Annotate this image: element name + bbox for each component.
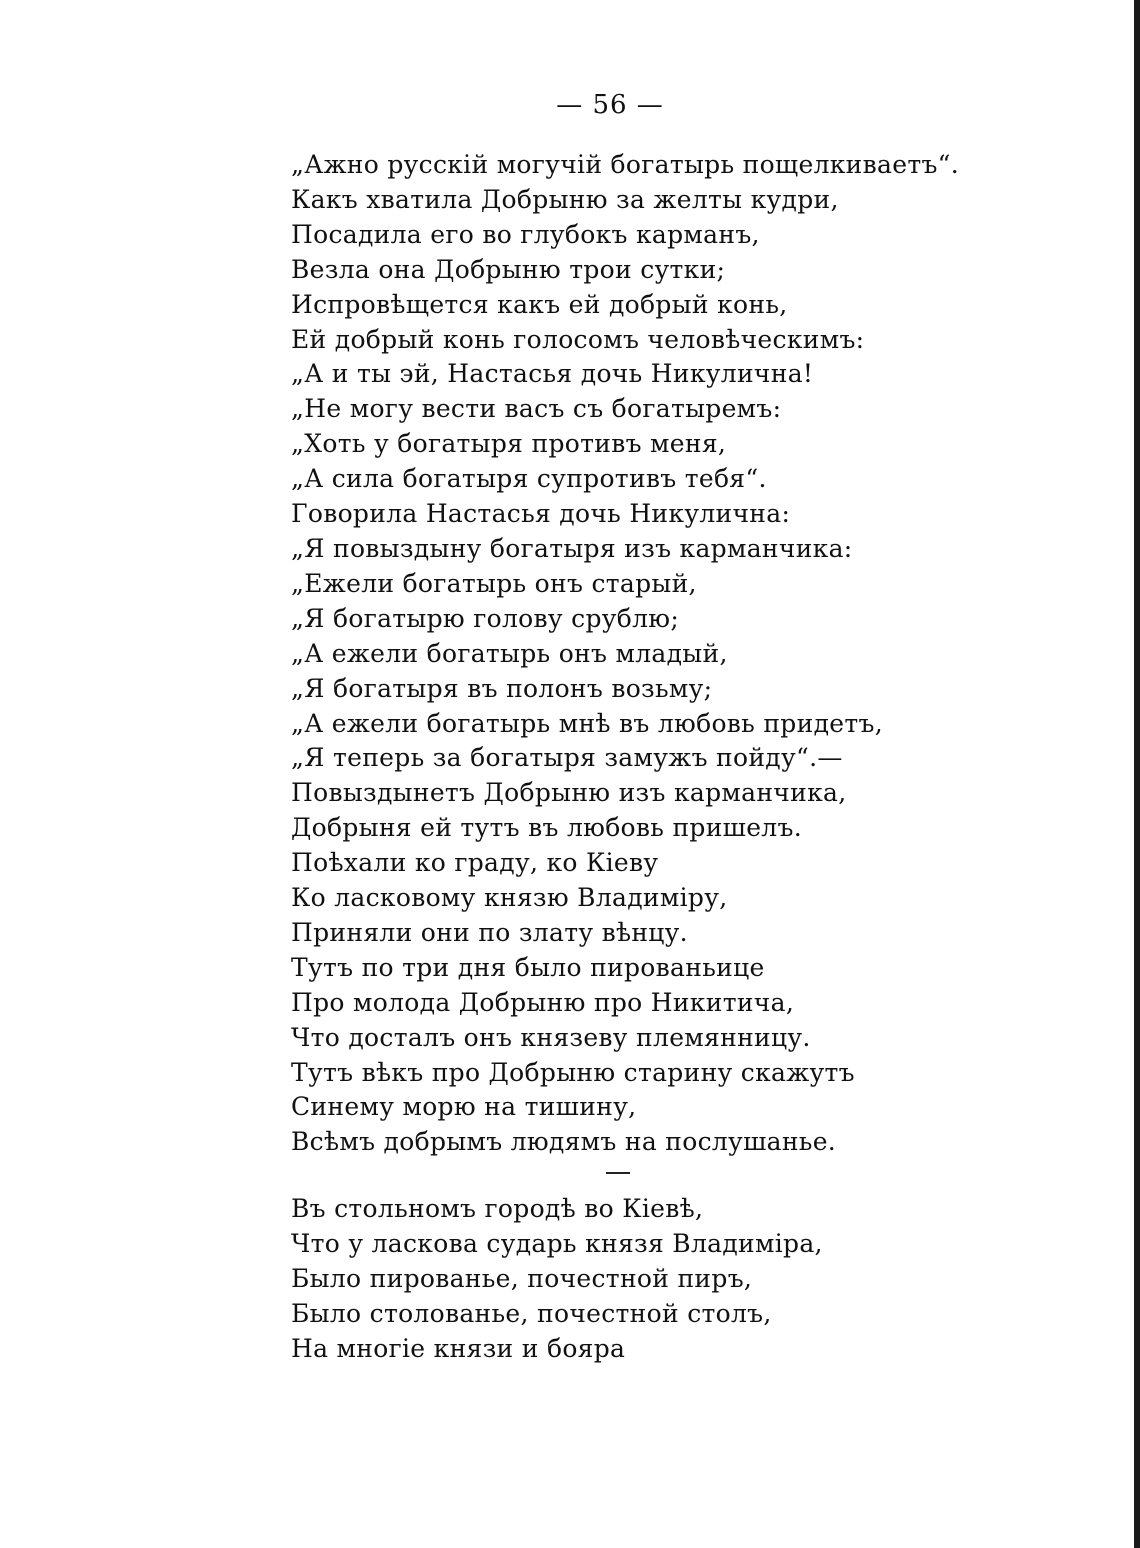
verse-line: Испровѣщется какъ ей добрый конь, (291, 289, 788, 319)
verse-line: „Я теперь за богатыря замужъ пойду“.— (291, 743, 843, 773)
verse-line: Тутъ вѣкъ про Добрыню старину скажутъ (291, 1057, 855, 1087)
verse-line: „А ежели богатырь мнѣ въ любовь придетъ, (291, 708, 883, 738)
page-number: — 56 — (556, 90, 664, 120)
verse-line: Что досталъ онъ князеву племянницу. (291, 1022, 811, 1052)
verse-line: Говорила Настасья дочь Никулична: (291, 499, 791, 529)
verse-line: Ей добрый конь голосомъ человѣческимъ: (291, 324, 865, 354)
verse-line: „Я богатыря въ полонъ возьму; (291, 673, 713, 703)
section-divider (606, 1172, 630, 1174)
verse-line: Посадила его во глубокъ карманъ, (291, 219, 760, 249)
verse-line: „Я богатырю голову срублю; (291, 603, 680, 633)
verse-line: „Ежели богатырь онъ старый, (291, 568, 697, 598)
verse-line: „А сила богатыря супротивъ тебя“. (291, 464, 767, 494)
verse-line: „Не могу вести васъ съ богатыремъ: (291, 394, 782, 424)
page-edge-shadow (1134, 0, 1140, 1548)
verse-line: Было пированье, почестной пиръ, (291, 1263, 753, 1293)
verse-line: Въ стольномъ городѣ во Кіевѣ, (291, 1194, 704, 1223)
verse-stanza-1 (291, 148, 959, 1160)
verse-stanza-2 (291, 1192, 823, 1367)
verse-line: Какъ хватила Добрыню за желты кудри, (291, 184, 839, 214)
verse-line: „Ажно русскій могучій богатырь пощелкиваетъ“. (291, 150, 959, 179)
verse-line: Повыздынетъ Добрыню изъ карманчика, (291, 778, 847, 808)
verse-line: „Я повыздыну богатыря изъ карманчика: (291, 533, 853, 563)
verse-line: Поѣхали ко граду, ко Кіеву (291, 848, 659, 878)
verse-line: Что у ласкова сударь князя Владиміра, (291, 1228, 823, 1258)
verse-line: „Хоть у богатыря противъ меня, (291, 429, 727, 459)
verse-line: Везла она Добрыню трои сутки; (291, 254, 726, 284)
verse-line: Про молода Добрыню про Никитича, (291, 987, 795, 1017)
verse-line: На многіе князи и бояра (291, 1333, 626, 1363)
verse-line: Тутъ по три дня было пированьице (291, 952, 765, 982)
verse-line: Было столованье, почестной столъ, (291, 1298, 772, 1328)
verse-line: Приняли они по злату вѣнцу. (291, 917, 688, 947)
verse-line: Синему морю на тишину, (291, 1092, 637, 1122)
verse-line: Добрыня ей тутъ въ любовь пришелъ. (291, 813, 802, 843)
verse-line: „А ежели богатырь онъ младый, (291, 638, 728, 668)
verse-line: „А и ты эй, Настасья дочь Никулична! (291, 359, 814, 389)
verse-line: Всѣмъ добрымъ людямъ на послушанье. (291, 1127, 837, 1157)
verse-line: Ко ласковому князю Владиміру, (291, 883, 728, 913)
